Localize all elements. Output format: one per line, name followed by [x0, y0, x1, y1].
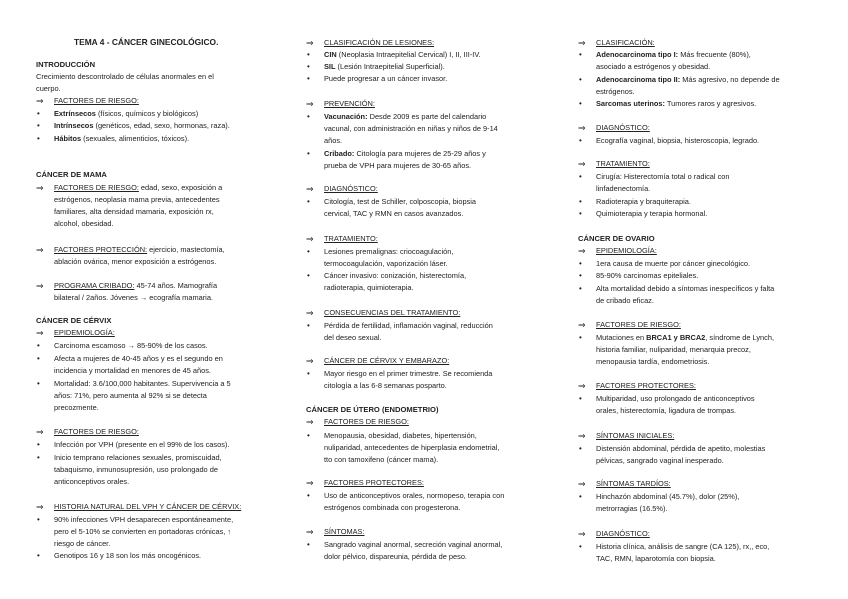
- trat3-item-2: Radioterapia y braquiterapia.: [596, 197, 691, 206]
- arrow-icon: ⇒: [578, 431, 586, 441]
- arrow-icon: ⇒: [306, 234, 314, 244]
- clas-item-2: SIL (Lesión Intraepitelial Superficial).: [324, 62, 445, 71]
- bullet-icon: •: [579, 333, 582, 342]
- arrow-icon: ⇒: [578, 381, 586, 391]
- cervix-epi-item-3a: Mortalidad: 3.6/100,000 habitantes. Supervivencia a 5: [54, 379, 231, 388]
- mama-crib-line-1: PROGRAMA CRIBADO: 45-74 años. Mamografía: [54, 281, 218, 290]
- mama-prot-line-2: ablación ovárica, menor exposición a estrógenos.: [54, 257, 217, 266]
- trat-item-1a: Lesiones premalignas: criocoagulación,: [324, 247, 454, 256]
- arrow-icon: ⇒: [578, 246, 586, 256]
- ovario-risk-line-3: menopausia tardía, endometriosis.: [596, 357, 710, 366]
- cervix-epi-heading: EPIDEMIOLOGÍA:: [54, 328, 115, 337]
- trat-heading: TRATAMIENTO:: [324, 234, 378, 243]
- utero-prot-line-2: estrógenos combinada con progesterona.: [324, 503, 461, 512]
- trat3-item-3: Quimioterapia y terapia hormonal.: [596, 209, 708, 218]
- utero-sint-heading: SÍNTOMAS:: [324, 527, 365, 536]
- cervix-epi-item-2b: incidencia y mortalidad en menores de 45 años.: [54, 366, 211, 375]
- emb-line-1: Mayor riesgo en el primer trimestre. Se recomienda: [324, 369, 493, 378]
- prev-heading: PREVENCIÓN:: [324, 99, 375, 108]
- bullet-icon: •: [37, 440, 40, 449]
- utero-risk-line-3: tto con tamoxifeno (cáncer mama).: [324, 455, 439, 464]
- cervix-epi-item-1: Carcinoma escamoso → 85-90% de los casos.: [54, 341, 208, 350]
- cervix-hist-item-2: Genotipos 16 y 18 son los más oncogénicos.: [54, 551, 202, 560]
- cervix-risk-heading: FACTORES DE RIESGO:: [54, 427, 139, 436]
- bullet-icon: •: [37, 121, 40, 130]
- clas-item-3: Puede progresar a un cáncer invasor.: [324, 74, 448, 83]
- intro-text-1: Crecimiento descontrolado de células anormales en el: [36, 72, 214, 81]
- ovario-heading: CÁNCER DE OVARIO: [578, 234, 655, 243]
- bullet-icon: •: [37, 379, 40, 388]
- arrow-icon: ⇒: [578, 529, 586, 539]
- bullet-icon: •: [579, 492, 582, 501]
- arrow-icon: ⇒: [578, 123, 586, 133]
- mama-risk-line-3: familiares, alta densidad mamaria, exposición rx,: [54, 207, 214, 216]
- bullet-icon: •: [307, 112, 310, 121]
- cervix-epi-item-3c: precozmente.: [54, 403, 99, 412]
- bullet-icon: •: [307, 149, 310, 158]
- clas3-item-2b: estrógenos.: [596, 87, 635, 96]
- arrow-icon: ⇒: [306, 417, 314, 427]
- diag3-heading: DIAGNÓSTICO:: [596, 123, 650, 132]
- bullet-icon: •: [579, 136, 582, 145]
- ovario-epi-item-2: 85-90% carcinomas epiteliales.: [596, 271, 699, 280]
- bullet-icon: •: [307, 50, 310, 59]
- clas3-item-1b: asociado a estrógenos y obesidad.: [596, 62, 711, 71]
- bullet-icon: •: [37, 453, 40, 462]
- intro-item-2: Intrínsecos (genéticos, edad, sexo, hormonas, raza).: [54, 121, 230, 130]
- diag-line-2: cervical, TAC y RMN en casos avanzados.: [324, 209, 464, 218]
- cervix-risk-item-1: Infección por VPH (presente en el 99% de los casos).: [54, 440, 230, 449]
- cervix-risk-item-2a: Inicio temprano relaciones sexuales, promiscuidad,: [54, 453, 222, 462]
- arrow-icon: ⇒: [36, 502, 44, 512]
- bullet-icon: •: [307, 74, 310, 83]
- trat-item-2b: radioterapia, quimioterapia.: [324, 283, 414, 292]
- bullet-icon: •: [579, 75, 582, 84]
- bullet-icon: •: [37, 515, 40, 524]
- arrow-icon: ⇒: [36, 281, 44, 291]
- ovario-diag-heading: DIAGNÓSTICO:: [596, 529, 650, 538]
- arrow-icon: ⇒: [36, 427, 44, 437]
- bullet-icon: •: [307, 431, 310, 440]
- ovario-prot-line-2: orales, histerectomía, ligadura de trompas.: [596, 406, 737, 415]
- bullet-icon: •: [579, 50, 582, 59]
- bullet-icon: •: [579, 259, 582, 268]
- trat3-item-1b: linfadenectomía.: [596, 184, 651, 193]
- ovario-epi-item-1: 1era causa de muerte por cáncer ginecológico.: [596, 259, 751, 268]
- intro-heading: INTRODUCCIÓN: [36, 60, 96, 69]
- cervix-epi-item-3b: años: 71%, pero aumenta al 92% si se detecta: [54, 391, 207, 400]
- intro-item-1: Extrínsecos (físicos, químicos y biológicos): [54, 109, 199, 118]
- ovario-sin-heading: SÍNTOMAS INICIALES:: [596, 431, 675, 440]
- clas-item-1: CIN (Neoplasia Intraepitelial Cervical) I, II, III-IV.: [324, 50, 481, 59]
- trat3-item-1a: Cirugía: Histerectomía total o radical con: [596, 172, 730, 181]
- cervix-hist-item-1c: riesgo de cáncer.: [54, 539, 111, 548]
- cervix-heading: CÁNCER DE CÉRVIX: [36, 316, 112, 325]
- cervix-epi-item-2a: Afecta a mujeres de 40-45 años y es el segundo en: [54, 354, 223, 363]
- diag-line-1: Citología, test de Schiller, colposcopia, biopsia: [324, 197, 477, 206]
- ovario-risk-line-2: historia familiar, nuliparidad, menarquia precoz,: [596, 345, 751, 354]
- bullet-icon: •: [579, 197, 582, 206]
- bullet-icon: •: [579, 444, 582, 453]
- prev-vac-line-3: años.: [324, 136, 343, 145]
- clas3-item-1a: Adenocarcinoma tipo I: Más frecuente (80%),: [596, 50, 751, 59]
- mama-crib-line-2: bilateral / 2años. Jóvenes → ecografía mamaria.: [54, 293, 213, 302]
- trat3-heading: TRATAMIENTO:: [596, 159, 650, 168]
- utero-prot-line-1: Uso de anticonceptivos orales, normopeso, terapia con: [324, 491, 505, 500]
- cons-line-2: del deseo sexual.: [324, 333, 382, 342]
- cervix-hist-item-1b: pero el 5-10% se convierten en portadoras crónicas, ↑: [54, 527, 232, 536]
- arrow-icon: ⇒: [578, 159, 586, 169]
- ovario-risk-heading: FACTORES DE RIESGO:: [596, 320, 681, 329]
- ovario-tard-line-2: metrorragias (16.5%).: [596, 504, 668, 513]
- arrow-icon: ⇒: [306, 38, 314, 48]
- clas3-item-2a: Adenocarcinoma tipo II: Más agresivo, no depende de: [596, 75, 780, 84]
- arrow-icon: ⇒: [578, 479, 586, 489]
- arrow-icon: ⇒: [36, 96, 44, 106]
- bullet-icon: •: [579, 209, 582, 218]
- prev-crib-line-2: prueba de VPH para mujeres de 30-65 años.: [324, 161, 472, 170]
- bullet-icon: •: [579, 99, 582, 108]
- ovario-prot-line-1: Multiparidad, uso prolongado de anticonceptivos: [596, 394, 755, 403]
- ovario-prot-heading: FACTORES PROTECTORES:: [596, 381, 696, 390]
- utero-sint-line-1: Sangrado vaginal anormal, secreción vaginal anormal,: [324, 540, 503, 549]
- ovario-risk-line-1: Mutaciones en BRCA1 y BRCA2, síndrome de Lynch,: [596, 333, 775, 342]
- bullet-icon: •: [37, 109, 40, 118]
- mama-risk-line-2: estrógenos, neoplasia mama previa, antecedentes: [54, 195, 220, 204]
- bullet-icon: •: [307, 197, 310, 206]
- ovario-tard-line-1: Hinchazón abdominal (45.7%), dolor (25%),: [596, 492, 740, 501]
- intro-risk-heading: FACTORES DE RIESGO:: [54, 96, 139, 105]
- utero-risk-line-2: nuliparidad, antecedentes de hiperplasia endometrial,: [324, 443, 500, 452]
- utero-prot-heading: FACTORES PROTECTORES:: [324, 478, 424, 487]
- mama-risk-line-4: alcohol, obesidad.: [54, 219, 114, 228]
- ovario-sin-line-1: Distensión abdominal, pérdida de apetito, molestias: [596, 444, 766, 453]
- emb-heading: CÁNCER DE CÉRVIX Y EMBARAZO:: [324, 356, 450, 365]
- prev-vac-line-2: vacunal, con administración en niñas y niños de 9-14: [324, 124, 498, 133]
- ovario-diag-line-2: TAC, RMN, laparotomía con biopsia.: [596, 554, 716, 563]
- ovario-epi-item-3a: Alta mortalidad debido a síntomas inespecíficos y falta: [596, 284, 775, 293]
- arrow-icon: ⇒: [36, 245, 44, 255]
- arrow-icon: ⇒: [306, 356, 314, 366]
- bullet-icon: •: [307, 247, 310, 256]
- arrow-icon: ⇒: [306, 184, 314, 194]
- cons-line-1: Pérdida de fertilidad, inflamación vaginal, reducción: [324, 321, 493, 330]
- page-title: TEMA 4 - CÁNCER GINECOLÓGICO.: [74, 37, 219, 47]
- mama-heading: CÁNCER DE MAMA: [36, 170, 107, 179]
- bullet-icon: •: [579, 542, 582, 551]
- cervix-hist-heading: HISTORIA NATURAL DEL VPH Y CÁNCER DE CÉRVIX:: [54, 502, 242, 511]
- mama-risk-line-1: FACTORES DE RIESGO: edad, sexo, exposición a: [54, 183, 223, 192]
- trat-item-1b: termocoagulación, vaporización láser.: [324, 259, 448, 268]
- bullet-icon: •: [307, 540, 310, 549]
- bullet-icon: •: [307, 369, 310, 378]
- bullet-icon: •: [579, 394, 582, 403]
- utero-risk-heading: FACTORES DE RIESGO:: [324, 417, 409, 426]
- intro-item-3: Hábitos (sexuales, alimenticios, tóxicos).: [54, 134, 190, 143]
- diag-heading: DIAGNÓSTICO:: [324, 184, 378, 193]
- emb-line-2: citología a las 6-8 semanas posparto.: [324, 381, 447, 390]
- arrow-icon: ⇒: [306, 478, 314, 488]
- mama-prot-line-1: FACTORES PROTECCIÓN: ejercicio, mastectomía,: [54, 245, 225, 254]
- arrow-icon: ⇒: [306, 308, 314, 318]
- ovario-diag-line-1: Historia clínica, análisis de sangre (CA 125), rx,, eco,: [596, 542, 770, 551]
- arrow-icon: ⇒: [306, 99, 314, 109]
- trat-item-2a: Cáncer invasivo: conización, histerectomía,: [324, 271, 467, 280]
- bullet-icon: •: [307, 491, 310, 500]
- utero-sint-line-2: dolor pélvico, dispareunia, pérdida de peso.: [324, 552, 467, 561]
- intro-text-2: cuerpo.: [36, 84, 61, 93]
- bullet-icon: •: [37, 551, 40, 560]
- ovario-tard-heading: SÍNTOMAS TARDÍOS:: [596, 479, 671, 488]
- prev-crib-line-1: Cribado: Citología para mujeres de 25-29 años y: [324, 149, 486, 158]
- cervix-risk-item-2c: anticonceptivos orales.: [54, 477, 130, 486]
- cervix-risk-item-2b: tabaquismo, inmunosupresión, uso prolongado de: [54, 465, 218, 474]
- bullet-icon: •: [579, 284, 582, 293]
- clas3-item-3: Sarcomas uterinos: Tumores raros y agresivos.: [596, 99, 757, 108]
- bullet-icon: •: [37, 134, 40, 143]
- cons-heading: CONSECUENCIAS DEL TRATAMIENTO:: [324, 308, 461, 317]
- bullet-icon: •: [307, 271, 310, 280]
- arrow-icon: ⇒: [36, 328, 44, 338]
- bullet-icon: •: [37, 341, 40, 350]
- arrow-icon: ⇒: [36, 183, 44, 193]
- ovario-sin-line-2: pélvicas, sangrado vaginal inesperado.: [596, 456, 724, 465]
- ovario-epi-heading: EPIDEMIOLOGÍA:: [596, 246, 657, 255]
- clas-lesiones-heading: CLASIFICACIÓN DE LESIONES:: [324, 38, 435, 47]
- arrow-icon: ⇒: [578, 320, 586, 330]
- bullet-icon: •: [307, 321, 310, 330]
- clas3-heading: CLASIFICACIÓN:: [596, 38, 655, 47]
- ovario-epi-item-3b: de cribado eficaz.: [596, 296, 654, 305]
- arrow-icon: ⇒: [306, 527, 314, 537]
- bullet-icon: •: [579, 172, 582, 181]
- bullet-icon: •: [307, 62, 310, 71]
- utero-risk-line-1: Menopausia, obesidad, diabetes, hipertensión,: [324, 431, 477, 440]
- diag3-line: Ecografía vaginal, biopsia, histeroscopia, legrado.: [596, 136, 760, 145]
- cervix-hist-item-1a: 90% infecciones VPH desaparecen espontáneamente,: [54, 515, 234, 524]
- bullet-icon: •: [579, 271, 582, 280]
- bullet-icon: •: [37, 354, 40, 363]
- utero-heading: CÁNCER DE ÚTERO (ENDOMETRIO): [306, 405, 439, 414]
- arrow-icon: ⇒: [578, 38, 586, 48]
- prev-vac-line-1: Vacunación: Desde 2009 es parte del calendario: [324, 112, 487, 121]
